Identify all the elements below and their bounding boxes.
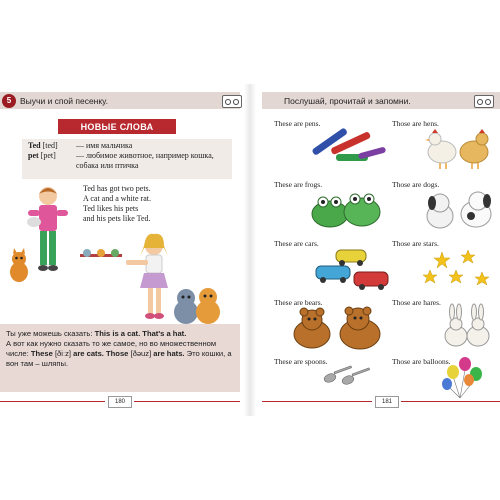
vocab-row xyxy=(28,141,226,151)
song-text xyxy=(83,184,151,224)
vocab-transcription: [ted] xyxy=(42,141,58,150)
caption-those: Those are balloons. xyxy=(392,357,451,366)
pens-illustration xyxy=(310,124,390,166)
caption-these: These are pens. xyxy=(274,119,321,128)
note-plain: Ты уже можешь сказать: xyxy=(6,329,95,338)
song-line: and his pets like Ted. xyxy=(83,214,151,223)
caption-those: Those are stars. xyxy=(392,239,439,248)
note-plain: Это кошки, а вон там – шляпы. xyxy=(6,349,232,368)
caption-those: Those are dogs. xyxy=(392,180,440,189)
caption-these: These are cars. xyxy=(274,239,319,248)
vocab-row xyxy=(28,151,226,171)
note-plain: А вот как нужно сказать то же самое, но во множественном числе: xyxy=(6,339,217,358)
note-example: are hats. xyxy=(153,349,185,358)
song-line: A cat and a white rat. xyxy=(83,194,151,203)
bears-illustration xyxy=(290,306,386,352)
caption-these: These are bears. xyxy=(274,298,323,307)
page-number-left: 180 xyxy=(108,396,132,408)
hens-illustration xyxy=(424,126,494,170)
balloons-illustration xyxy=(438,356,488,400)
vocab-word: Ted xyxy=(28,141,41,150)
note-transcription: [ðiːz] xyxy=(52,349,74,358)
instruction-text: Послушай, прочитай и запомни. xyxy=(284,95,411,106)
grammar-note xyxy=(0,324,240,392)
page-number-right: 181 xyxy=(375,396,399,408)
caption-those: Those are hens. xyxy=(392,119,439,128)
note-example: This is a cat. That's a hat. xyxy=(94,329,187,338)
stars-illustration xyxy=(424,250,494,290)
dogs-illustration xyxy=(424,190,496,232)
footer-rule xyxy=(401,401,500,402)
song-line: Ted has got two pets. xyxy=(83,184,151,193)
instruction-text: Выучи и спой песенку. xyxy=(20,95,108,106)
note-transcription: [ðəuz] xyxy=(128,349,154,358)
vocab-transcription: [pet] xyxy=(40,151,56,160)
vocab-word: pet xyxy=(28,151,39,160)
listen-instruction-bar xyxy=(262,92,500,109)
hares-illustration xyxy=(442,304,492,348)
caption-those: Those are hares. xyxy=(392,298,441,307)
cats-group-illustration xyxy=(172,282,224,326)
cassette-icon xyxy=(222,95,242,108)
exercise-number: 5 xyxy=(2,94,16,108)
frogs-illustration xyxy=(310,188,386,232)
new-words-heading: НОВЫЕ СЛОВА xyxy=(58,119,176,134)
cars-illustration xyxy=(314,246,390,292)
vocab-meaning: — имя мальчика xyxy=(76,141,133,150)
note-example: are cats. Those xyxy=(73,349,129,358)
vocabulary-box xyxy=(22,139,232,179)
vocab-meaning: — любимое животное, например кошка, собака или птичка xyxy=(76,151,214,170)
song-line: Ted likes his pets xyxy=(83,204,139,213)
footer-rule xyxy=(134,401,240,402)
spoons-illustration xyxy=(322,362,372,386)
caption-these: These are spoons. xyxy=(274,357,328,366)
caption-these: These are frogs. xyxy=(274,180,323,189)
rat-toys-illustration xyxy=(80,249,122,261)
cassette-icon xyxy=(474,95,494,108)
footer-rule xyxy=(262,401,372,402)
footer-rule xyxy=(0,401,105,402)
book-gutter xyxy=(244,84,256,416)
exercise-instruction-bar xyxy=(0,92,240,109)
cat-illustration xyxy=(6,250,32,284)
note-example: These xyxy=(30,349,53,358)
